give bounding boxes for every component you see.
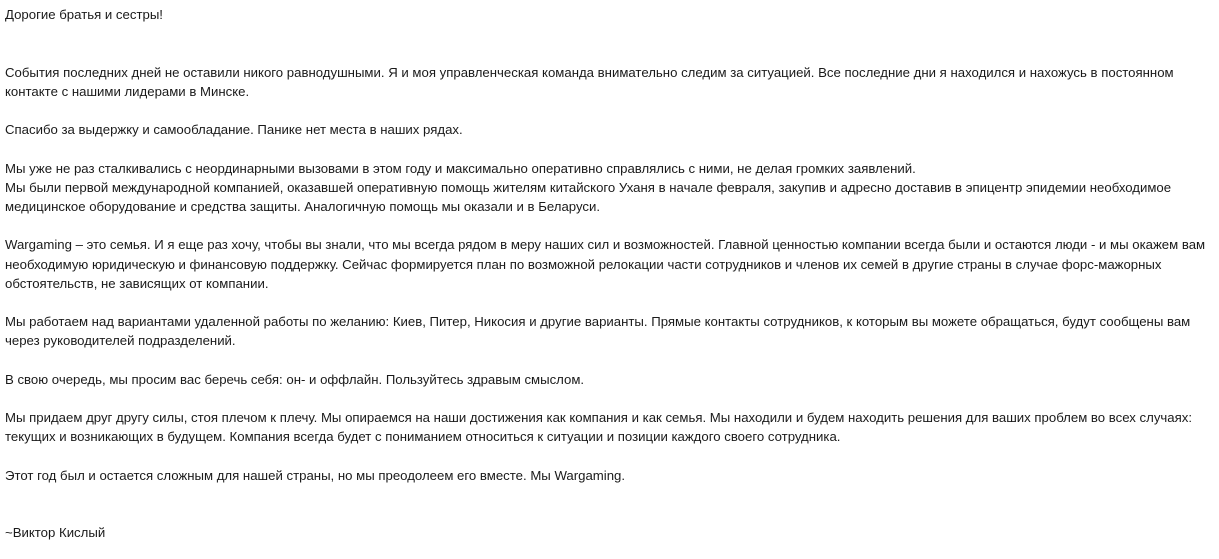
letter-paragraph: Мы придаем друг другу силы, стоя плечом к плечу. Мы опираемся на наши достижения как компания и как семья. Мы находили и будем находить решения для ваших проблем во всех случаях: текущих и возникающих в будущем. Компания всегда будет с пониманием относиться к ситуации и позиции каждого своего сотрудника. (5, 410, 1196, 445)
letter-greeting: Дорогие братья и сестры! (5, 7, 163, 22)
letter-document (5, 5, 1210, 543)
letter-paragraph: Спасибо за выдержку и самообладание. Панике нет места в наших рядах. (5, 122, 463, 138)
letter-paragraph: В свою очередь, мы просим вас беречь себя: он- и оффлайн. Пользуйтесь здравым смыслом. (5, 371, 585, 387)
letter-signature: ~Виктор Кислый (5, 525, 106, 541)
letter-paragraph: Мы уже не раз сталкивались с неординарными вызовами в этом году и максимально оперативно справлялись с ними, не делая громких заявлений. (5, 160, 916, 176)
letter-paragraph: Wargaming – это семья. И я еще раз хочу, чтобы вы знали, что мы всегда рядом в меру наших сил и возможностей. Главной ценностью компании всегда были и остаются люди - и мы окажем вам необходимую юридическую и финансовую поддержку. Сейчас формируется план по возможной релокации части сотрудников и членов их семей в другие страны в случае форс-мажорных обстоятельств, не зависящих от компании. (5, 237, 1209, 291)
letter-paragraph: Мы были первой международной компанией, оказавшей оперативную помощь жителям китайского Уханя в начале февраля, закупив и адресно доставив в эпицентр эпидемии необходимое медицинское оборудование и средства защиты. Аналогичную помощь мы оказали и в Беларуси. (5, 179, 1175, 214)
letter-paragraph: События последних дней не оставили никого равнодушными. Я и моя управленческая команда внимательно следим за ситуацией. Все последние дни я находился и нахожусь в постоянном контакте с нашими лидерами в Минске. (5, 64, 1178, 99)
letter-paragraph: Мы работаем над вариантами удаленной работы по желанию: Киев, Питер, Никосия и другие варианты. Прямые контакты сотрудников, к которым вы можете обращаться, будут сообщены вам через руководителей подразделений. (5, 314, 1194, 349)
letter-paragraph: Этот год был и остается сложным для нашей страны, но мы преодолеем его вместе. Мы Wargaming. (5, 467, 626, 483)
